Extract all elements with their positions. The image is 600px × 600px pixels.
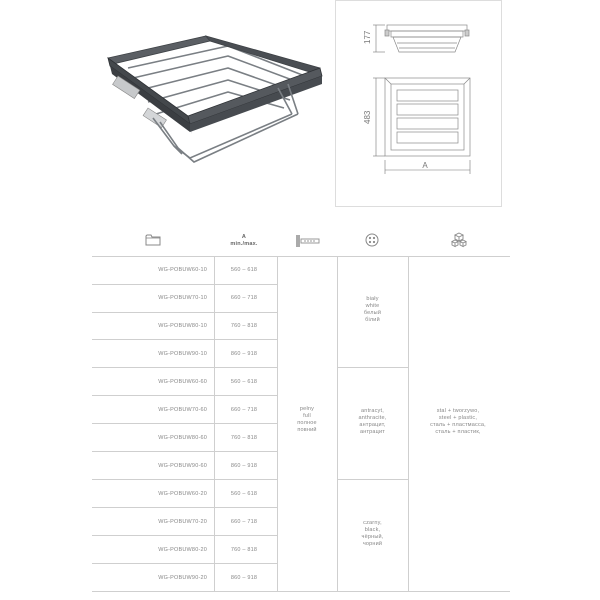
folder-icon	[145, 233, 161, 246]
width-dimension-label: A	[422, 161, 428, 170]
product-code: WG-POBUW70-20	[158, 519, 207, 525]
color-palette-icon	[365, 233, 379, 247]
color-cell-anthracite: antracyt, anthracite, антрацит, антрацит	[358, 408, 387, 435]
col-a-subtitle: min./max.	[230, 241, 258, 247]
product-code: WG-POBUW90-60	[158, 463, 207, 469]
runner-type-cell: pełny full полное повний	[297, 406, 317, 433]
product-code: WG-POBUW90-20	[158, 575, 207, 581]
material-cell: stal + tworzywo, steel + plastic, сталь + пластмасса, сталь + пластик,	[430, 408, 486, 435]
width-range: 660 – 718	[230, 407, 258, 413]
width-range: 760 – 818	[230, 547, 258, 553]
material-cubes-icon	[451, 232, 467, 248]
width-range: 560 – 618	[230, 491, 258, 497]
product-code: WG-POBUW80-20	[158, 547, 207, 553]
pull-out-basket-illustration	[78, 18, 328, 178]
color-cell-black: czarny, black, чёрный, чорний	[361, 520, 384, 547]
product-code: WG-POBUW80-60	[158, 435, 207, 441]
drawer-runner-icon	[296, 234, 322, 248]
product-code: WG-POBUW90-10	[158, 351, 207, 357]
width-range: 760 – 818	[230, 435, 258, 441]
width-range: 860 – 918	[230, 575, 258, 581]
height-dimension-label: 177	[363, 30, 372, 44]
product-code: WG-POBUW60-60	[158, 379, 207, 385]
width-range: 660 – 718	[230, 295, 258, 301]
product-code: WG-POBUW80-10	[158, 323, 207, 329]
depth-dimension-label: 483	[363, 110, 372, 124]
width-range: 860 – 918	[230, 463, 258, 469]
width-range: 560 – 618	[230, 267, 258, 273]
product-code: WG-POBUW60-20	[158, 491, 207, 497]
width-range: 760 – 818	[230, 323, 258, 329]
col-a-title: A	[241, 234, 247, 240]
width-range: 660 – 718	[230, 519, 258, 525]
product-code: WG-POBUW70-10	[158, 295, 207, 301]
product-code: WG-POBUW70-60	[158, 407, 207, 413]
color-cell-white: biały white белый білий	[363, 296, 382, 323]
technical-drawing	[335, 0, 500, 205]
width-range: 560 – 618	[230, 379, 258, 385]
width-range: 860 – 918	[230, 351, 258, 357]
product-code: WG-POBUW60-10	[158, 267, 207, 273]
